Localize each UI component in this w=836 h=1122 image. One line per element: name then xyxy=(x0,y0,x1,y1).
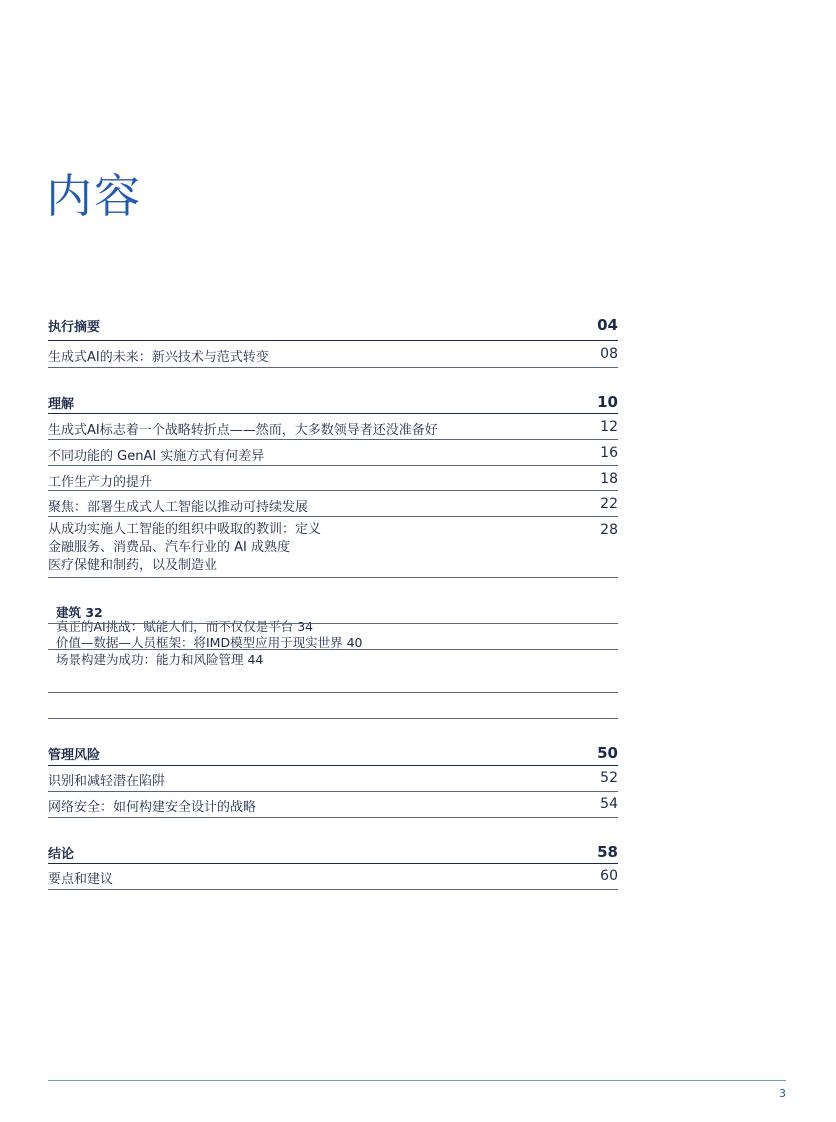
divider xyxy=(48,439,618,440)
item-page: 28 xyxy=(600,522,618,538)
item-label-line: 金融服务、消费品、汽车行业的 AI 成熟度 xyxy=(48,540,290,555)
item-page: 16 xyxy=(600,445,618,461)
item-label-line: 医疗保健和制药，以及制造业 xyxy=(48,558,218,573)
page-title: 内容 xyxy=(46,169,142,223)
toc-item[interactable]: 价值—数据—人员框架：将IMD模型应用于现实世界 40 xyxy=(56,635,363,650)
toc-item[interactable] xyxy=(48,346,618,365)
item-label: 工作生产力的提升 xyxy=(48,475,153,490)
item-page: 54 xyxy=(600,796,618,812)
divider xyxy=(48,765,618,766)
footer-rule xyxy=(48,1080,786,1081)
section-label: 执行摘要 xyxy=(48,320,101,335)
toc-item[interactable] xyxy=(48,445,618,464)
toc-section-conclusion[interactable] xyxy=(48,843,618,862)
divider xyxy=(48,413,618,414)
divider xyxy=(48,577,618,578)
toc-section-exec[interactable] xyxy=(48,316,618,335)
toc-section-risk[interactable] xyxy=(48,744,618,763)
divider xyxy=(48,889,618,890)
item-label: 识别和减轻潜在陷阱 xyxy=(48,774,166,789)
section-page: 50 xyxy=(597,744,618,762)
divider xyxy=(48,490,618,491)
divider xyxy=(48,465,618,466)
toc-item[interactable] xyxy=(48,868,618,887)
toc-item[interactable] xyxy=(48,796,618,815)
section-label: 结论 xyxy=(48,847,75,862)
toc-item[interactable]: 场景构建为成功：能力和风险管理 44 xyxy=(56,652,264,667)
divider xyxy=(48,340,618,341)
section-page: 58 xyxy=(597,843,618,861)
divider xyxy=(48,367,618,368)
divider xyxy=(48,863,618,864)
item-page: 22 xyxy=(600,496,618,512)
section-label: 管理风险 xyxy=(48,748,101,763)
toc-item[interactable] xyxy=(48,770,618,789)
item-page: 12 xyxy=(600,419,618,435)
divider xyxy=(48,516,618,517)
toc-item[interactable] xyxy=(48,419,618,438)
item-page: 60 xyxy=(600,868,618,884)
section-page: 04 xyxy=(597,316,618,334)
divider xyxy=(48,817,618,818)
section-page: 10 xyxy=(597,393,618,411)
divider xyxy=(48,718,618,719)
item-page: 18 xyxy=(600,471,618,487)
item-label: 要点和建议 xyxy=(48,872,114,887)
divider xyxy=(48,791,618,792)
divider xyxy=(48,692,618,693)
toc-item[interactable] xyxy=(48,521,618,575)
item-label: 网络安全：如何构建安全设计的战略 xyxy=(48,800,257,815)
section-label: 理解 xyxy=(48,397,75,412)
toc-item[interactable] xyxy=(48,496,618,515)
toc-section-build[interactable]: 建筑 32 xyxy=(56,605,103,620)
item-label: 生成式AI标志着一个战略转折点——然而，大多数领导者还没准备好 xyxy=(48,423,438,438)
toc-item[interactable] xyxy=(48,471,618,490)
item-page: 08 xyxy=(600,346,618,362)
toc-section-understand[interactable] xyxy=(48,393,618,412)
item-label: 聚焦：部署生成式人工智能以推动可持续发展 xyxy=(48,500,309,515)
item-page: 52 xyxy=(600,770,618,786)
toc-item[interactable]: 真正的AI挑战：赋能人们，而不仅仅是平台 34 xyxy=(56,619,314,634)
item-label: 不同功能的 GenAI 实施方式有何差异 xyxy=(48,449,265,464)
item-label: 生成式AI的未来：新兴技术与范式转变 xyxy=(48,350,269,365)
divider xyxy=(48,623,618,624)
page-number: 3 xyxy=(779,1087,786,1100)
item-label-line: 从成功实施人工智能的组织中吸取的教训：定义 xyxy=(48,522,322,537)
